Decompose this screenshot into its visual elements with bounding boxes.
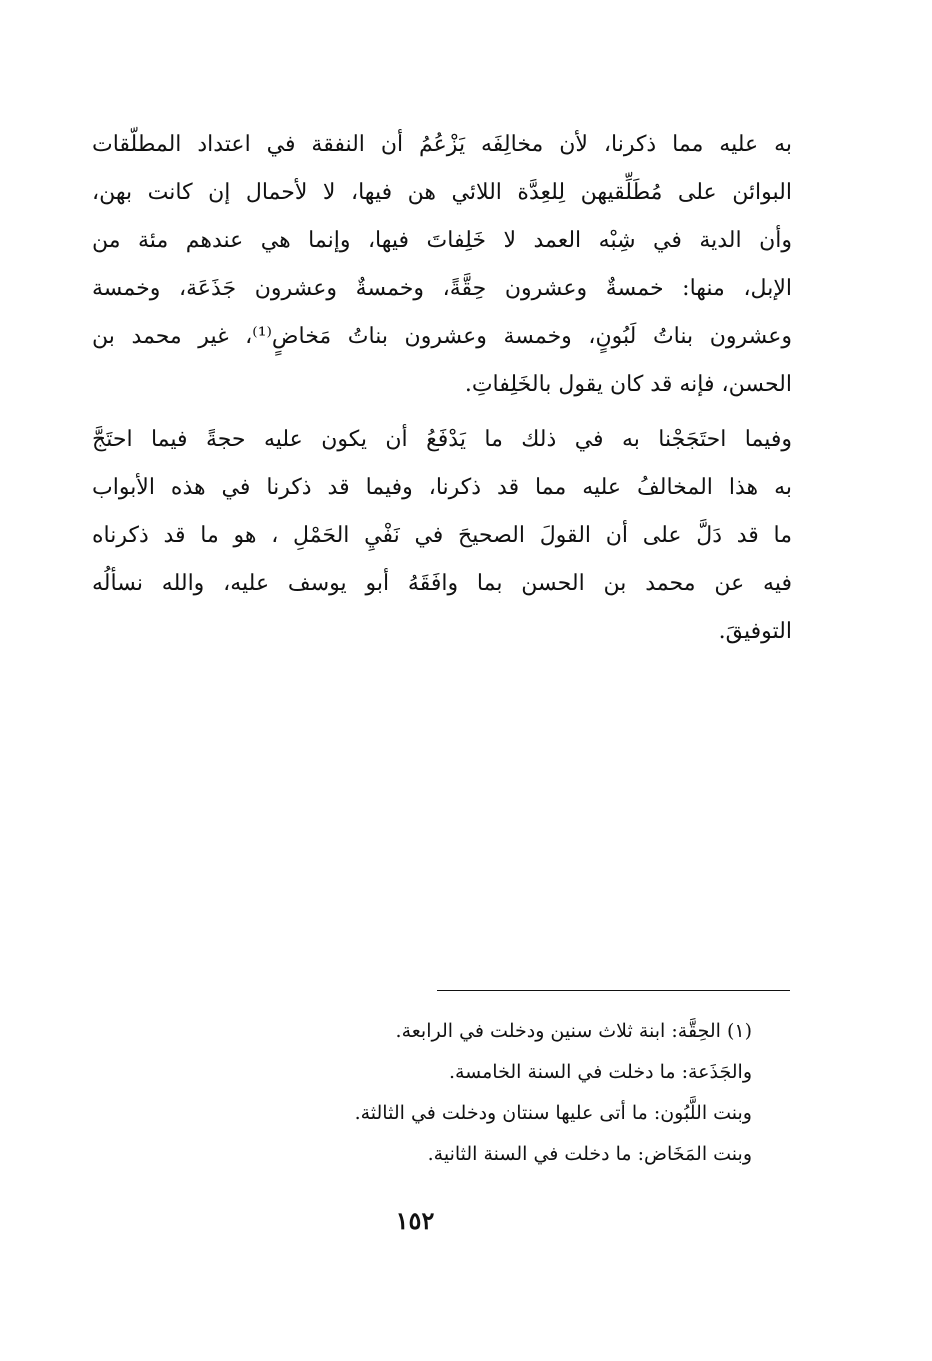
page-number: ١٥٢ [395,1206,435,1235]
text-line: به عليه مما ذكرنا، لأن مخالِفَه يَزْعُمُ أن النفقة في اعتداد المطلّقات [92,132,792,157]
footnotes [192,1011,752,1175]
text-line: وعشرون بناتُ لَبُونٍ، وخمسة وعشرون بناتُ مَخاضٍ⁽¹⁾، غير محمد بن [92,324,793,349]
text-line: به هذا المخالفُ عليه مما قد ذكرنا، وفيما قد ذكرنا في هذه الأبواب [92,475,792,500]
text-line: ما قد دَلَّ على أن القولَ الصحيحَ في نَفْيِ الحَمْلِ ، هو ما قد ذكرناه [92,523,792,548]
footnote-line: والجَذَعة: ما دخلت في السنة الخامسة. [448,1061,752,1083]
main-paragraph-2 [92,416,792,656]
main-paragraph-1 [92,121,792,409]
text-line: الحسن، فإنه قد كان يقول بالخَلِفاتِ. [464,372,792,397]
text-line: الإبل، منها: خمسةٌ وعشرون حِقَّةً، وخمسةٌ وعشرون جَذَعَة، وخمسة [92,276,792,301]
text-line: وفيما احتَجَجْنا به في ذلك ما يَدْفَعُ أن يكون عليه حجةً فيما احتَجَّ [92,427,792,452]
text-line: فيه عن محمد بن الحسن بما وافَقَهُ أبو يوسف عليه، والله نسألُه [92,571,792,596]
footnote-separator [437,990,790,991]
text-line: البوائن على مُطَلِّقيهن لِلعِدَّة اللائي هن فيها، لا لأحمال إن كانت بهن، [92,180,792,205]
text-line: وأن الدية في شِبْه العمد لا خَلِفاتَ فيها، وإنما هي عندهم مئة من [92,228,792,253]
footnote-line: وبنت اللَّبُون: ما أتى عليها سنتان ودخلت في الثالثة. [354,1102,752,1124]
text-line: التوفيقَ. [718,619,792,644]
footnote-line: وبنت المَخَاض: ما دخلت في السنة الثانية. [427,1143,752,1165]
footnote-line: (١) الحِقَّة: ابنة ثلاث سنين ودخلت في الرابعة. [395,1020,752,1042]
